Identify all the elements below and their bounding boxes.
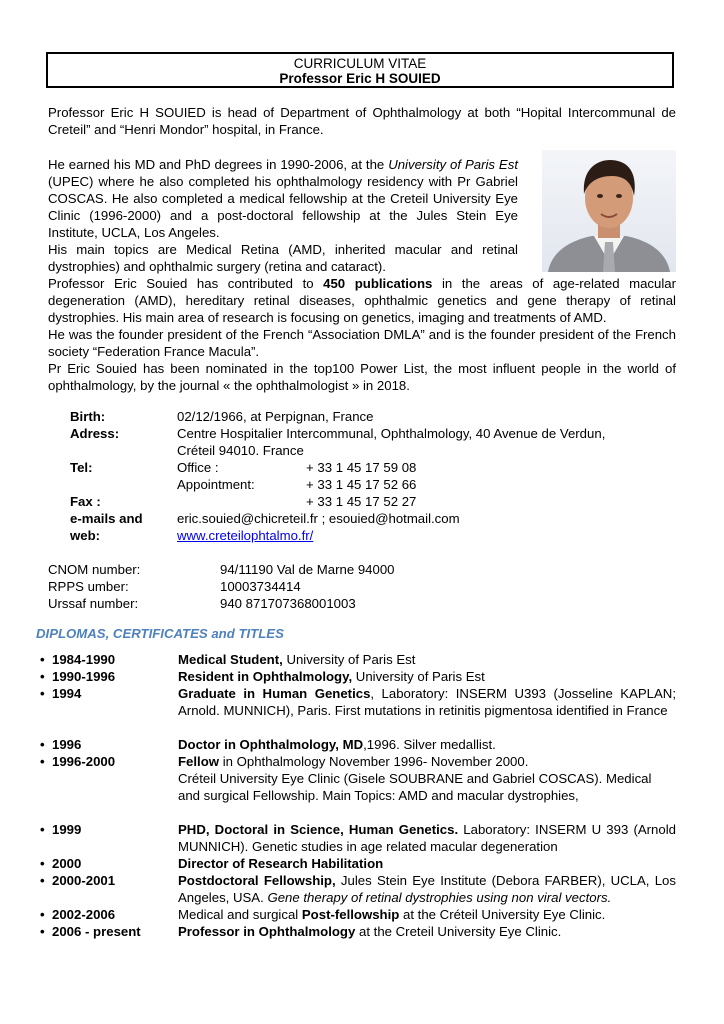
rpps-value: 10003734414: [220, 579, 301, 594]
list-item: [38, 872, 678, 906]
diploma-description: [178, 821, 676, 855]
diploma-detail: University of Paris Est: [352, 669, 485, 684]
diploma-title: PHD, Doctoral in Science, Human Genetics.: [178, 822, 459, 837]
diploma-title: Professor in Ophthalmology: [178, 924, 356, 939]
diploma-title: Doctor in Ophthalmology, MD: [178, 737, 364, 752]
diploma-detail-extra: Créteil University Eye Clinic (Gisele SOUBRANE and Gabriel COSCAS). Medical and surgical Fellowship. Main Topics: AMD and macular dystrophies,: [178, 771, 652, 803]
bio-topics-line-2: dystrophies) and ophthalmic surgery (retina and cataract).: [48, 259, 386, 274]
list-item: [38, 855, 678, 872]
urssaf-label: Urssaf number:: [48, 596, 139, 611]
bio-paragraph-founder: He was the founder president of the French “Association DMLA” and is the founder president of the French society “Federation France Macula”.: [48, 327, 676, 359]
birth-label: Birth:: [70, 409, 106, 424]
bio-paragraph-2: [48, 156, 518, 241]
fax-label: Fax :: [70, 494, 101, 509]
cnom-value: 94/11190 Val de Marne 94000: [220, 562, 395, 577]
diploma-year: • 1999: [38, 821, 178, 838]
list-item: [38, 923, 678, 940]
diploma-title: Medical Student,: [178, 652, 283, 667]
diploma-description: [178, 668, 676, 685]
fax-phone: + 33 1 45 17 52 27: [306, 494, 417, 509]
diploma-year: • 2002-2006: [38, 906, 178, 923]
diploma-year: • 1996-2000: [38, 753, 178, 770]
list-item: [38, 651, 678, 668]
diploma-description: [178, 855, 676, 872]
urssaf-value: 940 871707368001003: [220, 596, 356, 611]
diploma-year: • 2000-2001: [38, 872, 178, 889]
diploma-year: • 1990-1996: [38, 668, 178, 685]
website-link[interactable]: www.creteilophtalmo.fr/: [177, 528, 314, 543]
bio-paragraph-1: Professor Eric H SOUIED is head of Department of Ophthalmology at both “Hopital Intercommunal de Creteil” and “Henri Mondor” hospital, in France.: [48, 105, 676, 137]
diploma-description: [178, 872, 676, 906]
bio-text: He earned his MD and PhD degrees in 1990-2006, at the: [48, 157, 389, 172]
diploma-detail: Laboratory: INSERM U 393 (Arnold MUNNICH). Genetic studies in age related macular degeneration: [178, 822, 676, 854]
cv-person-name: Professor Eric H SOUIED: [279, 71, 441, 86]
university-name: University of Paris Est: [388, 157, 518, 172]
diploma-description: [178, 923, 676, 940]
diploma-description: [178, 753, 676, 804]
web-link-wrapper: [177, 527, 313, 544]
diploma-description: [178, 736, 676, 753]
office-phone: + 33 1 45 17 59 08: [306, 460, 417, 475]
bio-text: in the areas of age-related macular degeneration (AMD), hereditary retinal diseases, ophthalmic genetics and gene therapy of retinal dystrophies. His main area of research is focusing on genetics, imaging and treatments of AMD.: [48, 276, 677, 325]
diploma-detail: , Laboratory: INSERM U393 (Josseline KAPLAN; Arnold. MUNNICH), Paris. First mutations in retinitis pigmentosa identified in France: [178, 686, 676, 718]
diploma-title: Postdoctoral Fellowship,: [178, 873, 336, 888]
section-title-diplomas: DIPLOMAS, CERTIFICATES and TITLES: [36, 626, 284, 641]
list-item: [38, 685, 678, 719]
tel-label: Tel:: [70, 460, 93, 475]
address-line-1: Centre Hospitalier Intercommunal, Ophthalmology, 40 Avenue de Verdun,: [177, 426, 606, 441]
diploma-year: • 1996: [38, 736, 178, 753]
bio-topics-line-1: His main topics are Medical Retina (AMD, inherited macular and retinal: [48, 242, 518, 257]
diploma-year: • 1984-1990: [38, 651, 178, 668]
list-item: [38, 753, 678, 804]
list-item: [38, 668, 678, 685]
diploma-detail: at the Créteil University Eye Clinic.: [399, 907, 606, 922]
diploma-research-topic: Gene therapy of retinal dystrophies using non viral vectors.: [267, 890, 612, 905]
portrait-illustration: [542, 150, 676, 272]
diploma-description: [178, 685, 676, 719]
list-item: [38, 736, 678, 753]
publications-count: 450 publications: [323, 276, 433, 291]
diploma-description: [178, 651, 676, 668]
diploma-description: [178, 906, 676, 923]
diploma-title: Fellow: [178, 754, 220, 769]
diploma-detail: ,1996. Silver medallist.: [363, 737, 496, 752]
bio-paragraph-powerlist: Pr Eric Souied has been nominated in the top100 Power List, the most influent people in the world of ophthalmology, by the journal « the ophthalmologist » in 2018.: [48, 361, 676, 393]
list-item: [38, 906, 678, 923]
address-label: Adress:: [70, 426, 120, 441]
diploma-detail: in Ophthalmology November 1996- November 2000.: [219, 754, 529, 769]
diploma-title: Director of Research Habilitation: [178, 856, 384, 871]
list-item: [38, 821, 678, 855]
rpps-label: RPPS umber:: [48, 579, 129, 594]
emails-value: eric.souied@chicreteil.fr ; esouied@hotmail.com: [177, 511, 460, 526]
address-line-2: Créteil 94010. France: [177, 443, 304, 458]
diploma-detail: Jules Stein Eye Institute (Debora FARBER), UCLA, Los Angeles, USA.: [178, 873, 676, 905]
diploma-year: • 2000: [38, 855, 178, 872]
diploma-year: • 1994: [38, 685, 178, 702]
diploma-title: Graduate in Human Genetics: [178, 686, 371, 701]
birth-value: 02/12/1966, at Perpignan, France: [177, 409, 374, 424]
cv-header-box: [46, 52, 674, 88]
diploma-title: Post-fellowship: [301, 907, 400, 922]
web-label: web:: [70, 528, 101, 543]
diploma-detail: University of Paris Est: [282, 652, 416, 667]
cv-title: CURRICULUM VITAE: [293, 56, 427, 71]
appointment-phone: + 33 1 45 17 52 66: [306, 477, 417, 492]
portrait-photo: [542, 150, 676, 272]
cnom-label: CNOM number:: [48, 562, 141, 577]
office-label: Office :: [177, 460, 219, 475]
appointment-label: Appointment:: [177, 477, 255, 492]
diploma-detail-prefix: Medical and surgical: [178, 907, 302, 922]
bio-paragraph-publications: [48, 275, 676, 326]
bio-text: Professor Eric Souied has contributed to: [48, 276, 324, 291]
emails-label: e-mails and: [70, 511, 143, 526]
diploma-title: Resident in Ophthalmology,: [178, 669, 353, 684]
diploma-year: • 2006 - present: [38, 923, 178, 940]
bio-text: (UPEC) where he also completed his ophthalmology residency with Pr Gabriel COSCAS. He also completed a medical fellowship at the Creteil University Eye Clinic (1996-2000) and a post-doctoral fellowship at the Jules Stein Eye Institute, UCLA, Los Angeles.: [48, 174, 518, 240]
diploma-detail: at the Creteil University Eye Clinic.: [355, 924, 562, 939]
